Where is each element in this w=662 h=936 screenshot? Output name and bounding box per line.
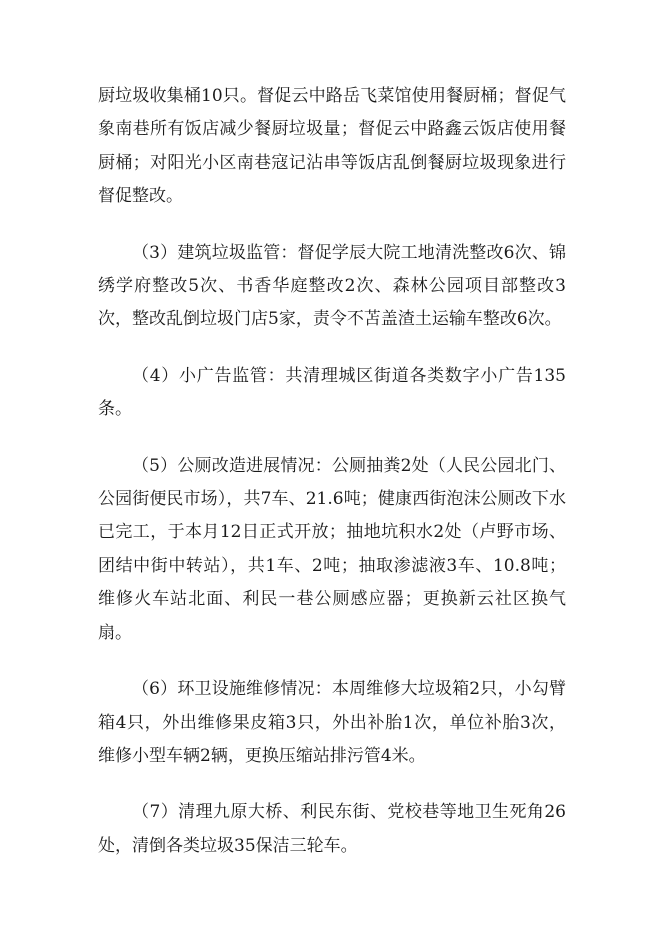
paragraph-dead-corners: （7）清理九原大桥、利民东街、党校巷等地卫生死角26处，清倒各类垃圾35保洁三轮车。 <box>98 802 566 856</box>
paragraph-public-toilet: （5）公厕改造进展情况：公厕抽粪2处（人民公园北门、公园街便民市场），共7车、21.6吨；健康西街泡沫公厕改下水已完工，于本月12日正式开放；抽地坑积水2处（卢野市场、团结中街中转站），共1车、2吨；抽取渗滤液3车、10.8吨；维修火车站北面、利民一巷公厕感应器；更换新云社区换气扇。 <box>98 455 566 643</box>
paragraph-small-ads: （4）小广告监管：共清理城区街道各类数字小广告135条。 <box>98 365 566 420</box>
paragraph-construction-waste: （3）建筑垃圾监管：督促学辰大院工地清洗整改6次、锦绣学府整改5次、书香华庭整改2次、森林公园项目部整改3次，整改乱倒垃圾门店5家，责令不苫盖渣土运输车整改6次。 <box>98 242 566 330</box>
paragraph-kitchen-waste-continued: 厨垃圾收集桶10只。督促云中路岳飞菜馆使用餐厨桶；督促气象南巷所有饭店减少餐厨垃圾量；督促云中路鑫云饭店使用餐厨桶；对阳光小区南巷寇记沾串等饭店乱倒餐厨垃圾现象进行督促整改。 <box>98 86 566 207</box>
paragraph-sanitation-repair: （6）环卫设施维修情况：本周维修大垃圾箱2只，小勾臂箱4只，外出维修果皮箱3只，外出补胎1次，单位补胎3次，维修小型车辆2辆，更换压缩站排污管4米。 <box>98 679 566 766</box>
